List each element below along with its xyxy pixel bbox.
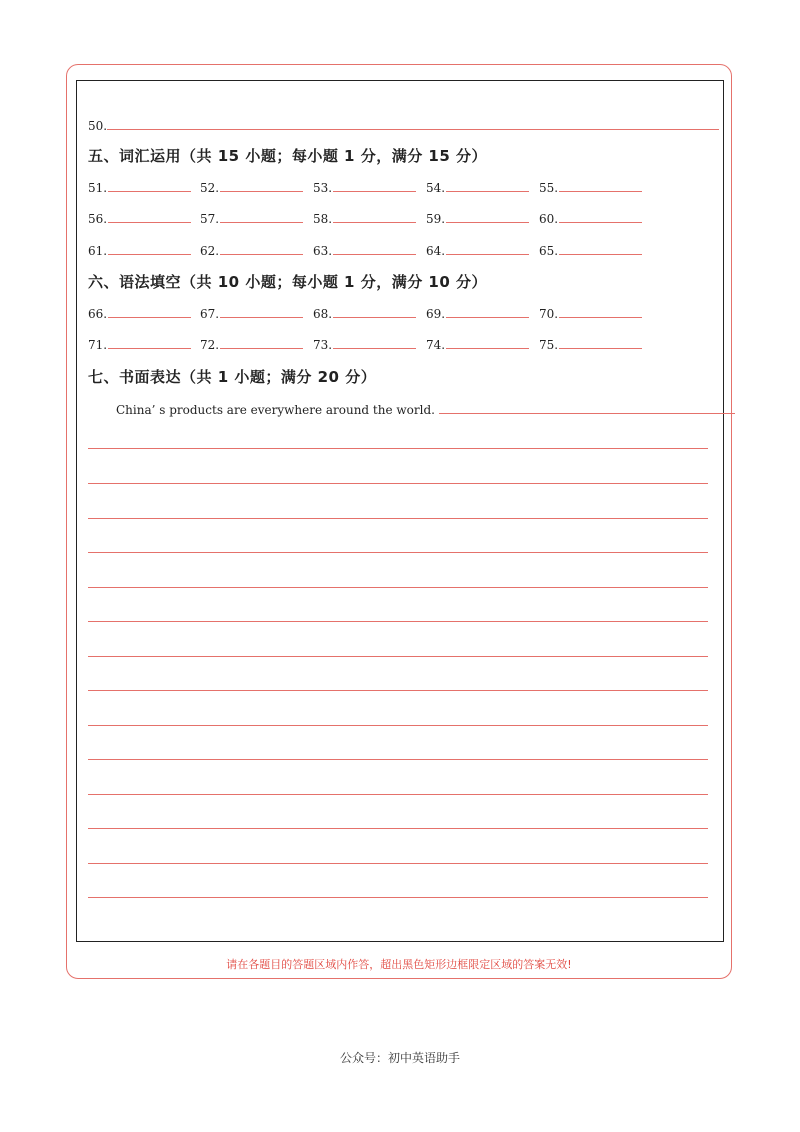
item-number: 58. bbox=[313, 212, 333, 226]
writing-prompt-row bbox=[116, 401, 735, 417]
writing-line[interactable] bbox=[88, 483, 708, 484]
answer-area-notice: 请在各题目的答题区域内作答，超出黑色矩形边框限定区域的答案无效! bbox=[226, 958, 572, 971]
item-number: 63. bbox=[313, 244, 333, 258]
writing-line[interactable] bbox=[88, 587, 708, 588]
answer-item[interactable] bbox=[539, 242, 642, 258]
writing-line[interactable] bbox=[88, 448, 708, 449]
answer-item[interactable] bbox=[426, 242, 529, 258]
item-number: 61. bbox=[88, 244, 108, 258]
answer-item[interactable] bbox=[539, 336, 642, 352]
answer-item[interactable] bbox=[88, 305, 191, 321]
item-number: 62. bbox=[200, 244, 220, 258]
item-number: 73. bbox=[313, 338, 333, 352]
answer-blank[interactable] bbox=[220, 242, 303, 255]
item-number: 68. bbox=[313, 307, 333, 321]
answer-item[interactable] bbox=[426, 305, 529, 321]
writing-prompt: China’ s products are everywhere around the world. bbox=[116, 403, 435, 417]
item-number: 59. bbox=[426, 212, 446, 226]
answer-blank[interactable] bbox=[446, 210, 529, 223]
section-6-heading: 六、语法填空（共 10 小题；每小题 1 分，满分 10 分） bbox=[88, 273, 488, 291]
question-50-row bbox=[88, 116, 719, 133]
answer-blank[interactable] bbox=[220, 336, 303, 349]
answer-line[interactable] bbox=[107, 116, 719, 130]
answer-blank[interactable] bbox=[559, 305, 642, 318]
answer-blank[interactable] bbox=[220, 210, 303, 223]
answer-item[interactable] bbox=[88, 179, 191, 195]
answer-blank[interactable] bbox=[108, 210, 191, 223]
item-number: 53. bbox=[313, 181, 333, 195]
item-number: 75. bbox=[539, 338, 559, 352]
answer-item[interactable] bbox=[200, 242, 303, 258]
answer-item[interactable] bbox=[539, 210, 642, 226]
item-number: 64. bbox=[426, 244, 446, 258]
item-number: 57. bbox=[200, 212, 220, 226]
item-number: 56. bbox=[88, 212, 108, 226]
answer-item[interactable] bbox=[426, 210, 529, 226]
answer-blank[interactable] bbox=[333, 305, 416, 318]
answer-blank[interactable] bbox=[559, 210, 642, 223]
answer-item[interactable] bbox=[426, 179, 529, 195]
writing-line[interactable] bbox=[88, 552, 708, 553]
answer-blank[interactable] bbox=[108, 179, 191, 192]
answer-blank[interactable] bbox=[333, 336, 416, 349]
item-number: 72. bbox=[200, 338, 220, 352]
writing-line[interactable] bbox=[88, 897, 708, 898]
writing-line[interactable] bbox=[88, 759, 708, 760]
answer-item[interactable] bbox=[88, 242, 191, 258]
writing-line[interactable] bbox=[88, 621, 708, 622]
page-footer: 公众号：初中英语助手 bbox=[339, 1051, 460, 1065]
answer-blank[interactable] bbox=[333, 179, 416, 192]
answer-item[interactable] bbox=[426, 336, 529, 352]
item-number: 65. bbox=[539, 244, 559, 258]
answer-item[interactable] bbox=[200, 179, 303, 195]
writing-line[interactable] bbox=[88, 656, 708, 657]
answer-blank[interactable] bbox=[333, 242, 416, 255]
section-5-heading: 五、词汇运用（共 15 小题；每小题 1 分，满分 15 分） bbox=[88, 147, 488, 165]
item-number: 71. bbox=[88, 338, 108, 352]
question-number: 50. bbox=[88, 119, 108, 133]
answer-blank[interactable] bbox=[559, 336, 642, 349]
writing-line[interactable] bbox=[88, 863, 708, 864]
answer-item[interactable] bbox=[200, 305, 303, 321]
answer-item[interactable] bbox=[313, 179, 416, 195]
item-number: 69. bbox=[426, 307, 446, 321]
answer-blank[interactable] bbox=[446, 305, 529, 318]
item-number: 66. bbox=[88, 307, 108, 321]
answer-blank[interactable] bbox=[446, 179, 529, 192]
answer-item[interactable] bbox=[313, 210, 416, 226]
answer-blank[interactable] bbox=[220, 179, 303, 192]
answer-item[interactable] bbox=[200, 210, 303, 226]
item-number: 52. bbox=[200, 181, 220, 195]
answer-blank[interactable] bbox=[559, 179, 642, 192]
answer-blank[interactable] bbox=[333, 210, 416, 223]
item-number: 55. bbox=[539, 181, 559, 195]
answer-blank[interactable] bbox=[446, 336, 529, 349]
writing-line[interactable] bbox=[88, 690, 708, 691]
answer-item[interactable] bbox=[313, 336, 416, 352]
writing-line[interactable] bbox=[88, 725, 708, 726]
answer-blank[interactable] bbox=[220, 305, 303, 318]
item-number: 74. bbox=[426, 338, 446, 352]
answer-line[interactable] bbox=[439, 401, 735, 414]
answer-blank[interactable] bbox=[559, 242, 642, 255]
answer-item[interactable] bbox=[539, 179, 642, 195]
writing-line[interactable] bbox=[88, 828, 708, 829]
writing-line[interactable] bbox=[88, 794, 708, 795]
answer-item[interactable] bbox=[313, 305, 416, 321]
answer-item[interactable] bbox=[88, 336, 191, 352]
answer-blank[interactable] bbox=[108, 336, 191, 349]
item-number: 67. bbox=[200, 307, 220, 321]
item-number: 51. bbox=[88, 181, 108, 195]
answer-blank[interactable] bbox=[446, 242, 529, 255]
writing-line[interactable] bbox=[88, 518, 708, 519]
answer-item[interactable] bbox=[88, 210, 191, 226]
item-number: 54. bbox=[426, 181, 446, 195]
item-number: 60. bbox=[539, 212, 559, 226]
answer-item[interactable] bbox=[313, 242, 416, 258]
answer-item[interactable] bbox=[539, 305, 642, 321]
answer-blank[interactable] bbox=[108, 305, 191, 318]
answer-item[interactable] bbox=[200, 336, 303, 352]
item-number: 70. bbox=[539, 307, 559, 321]
section-7-heading: 七、书面表达（共 1 小题；满分 20 分） bbox=[88, 368, 377, 386]
answer-blank[interactable] bbox=[108, 242, 191, 255]
